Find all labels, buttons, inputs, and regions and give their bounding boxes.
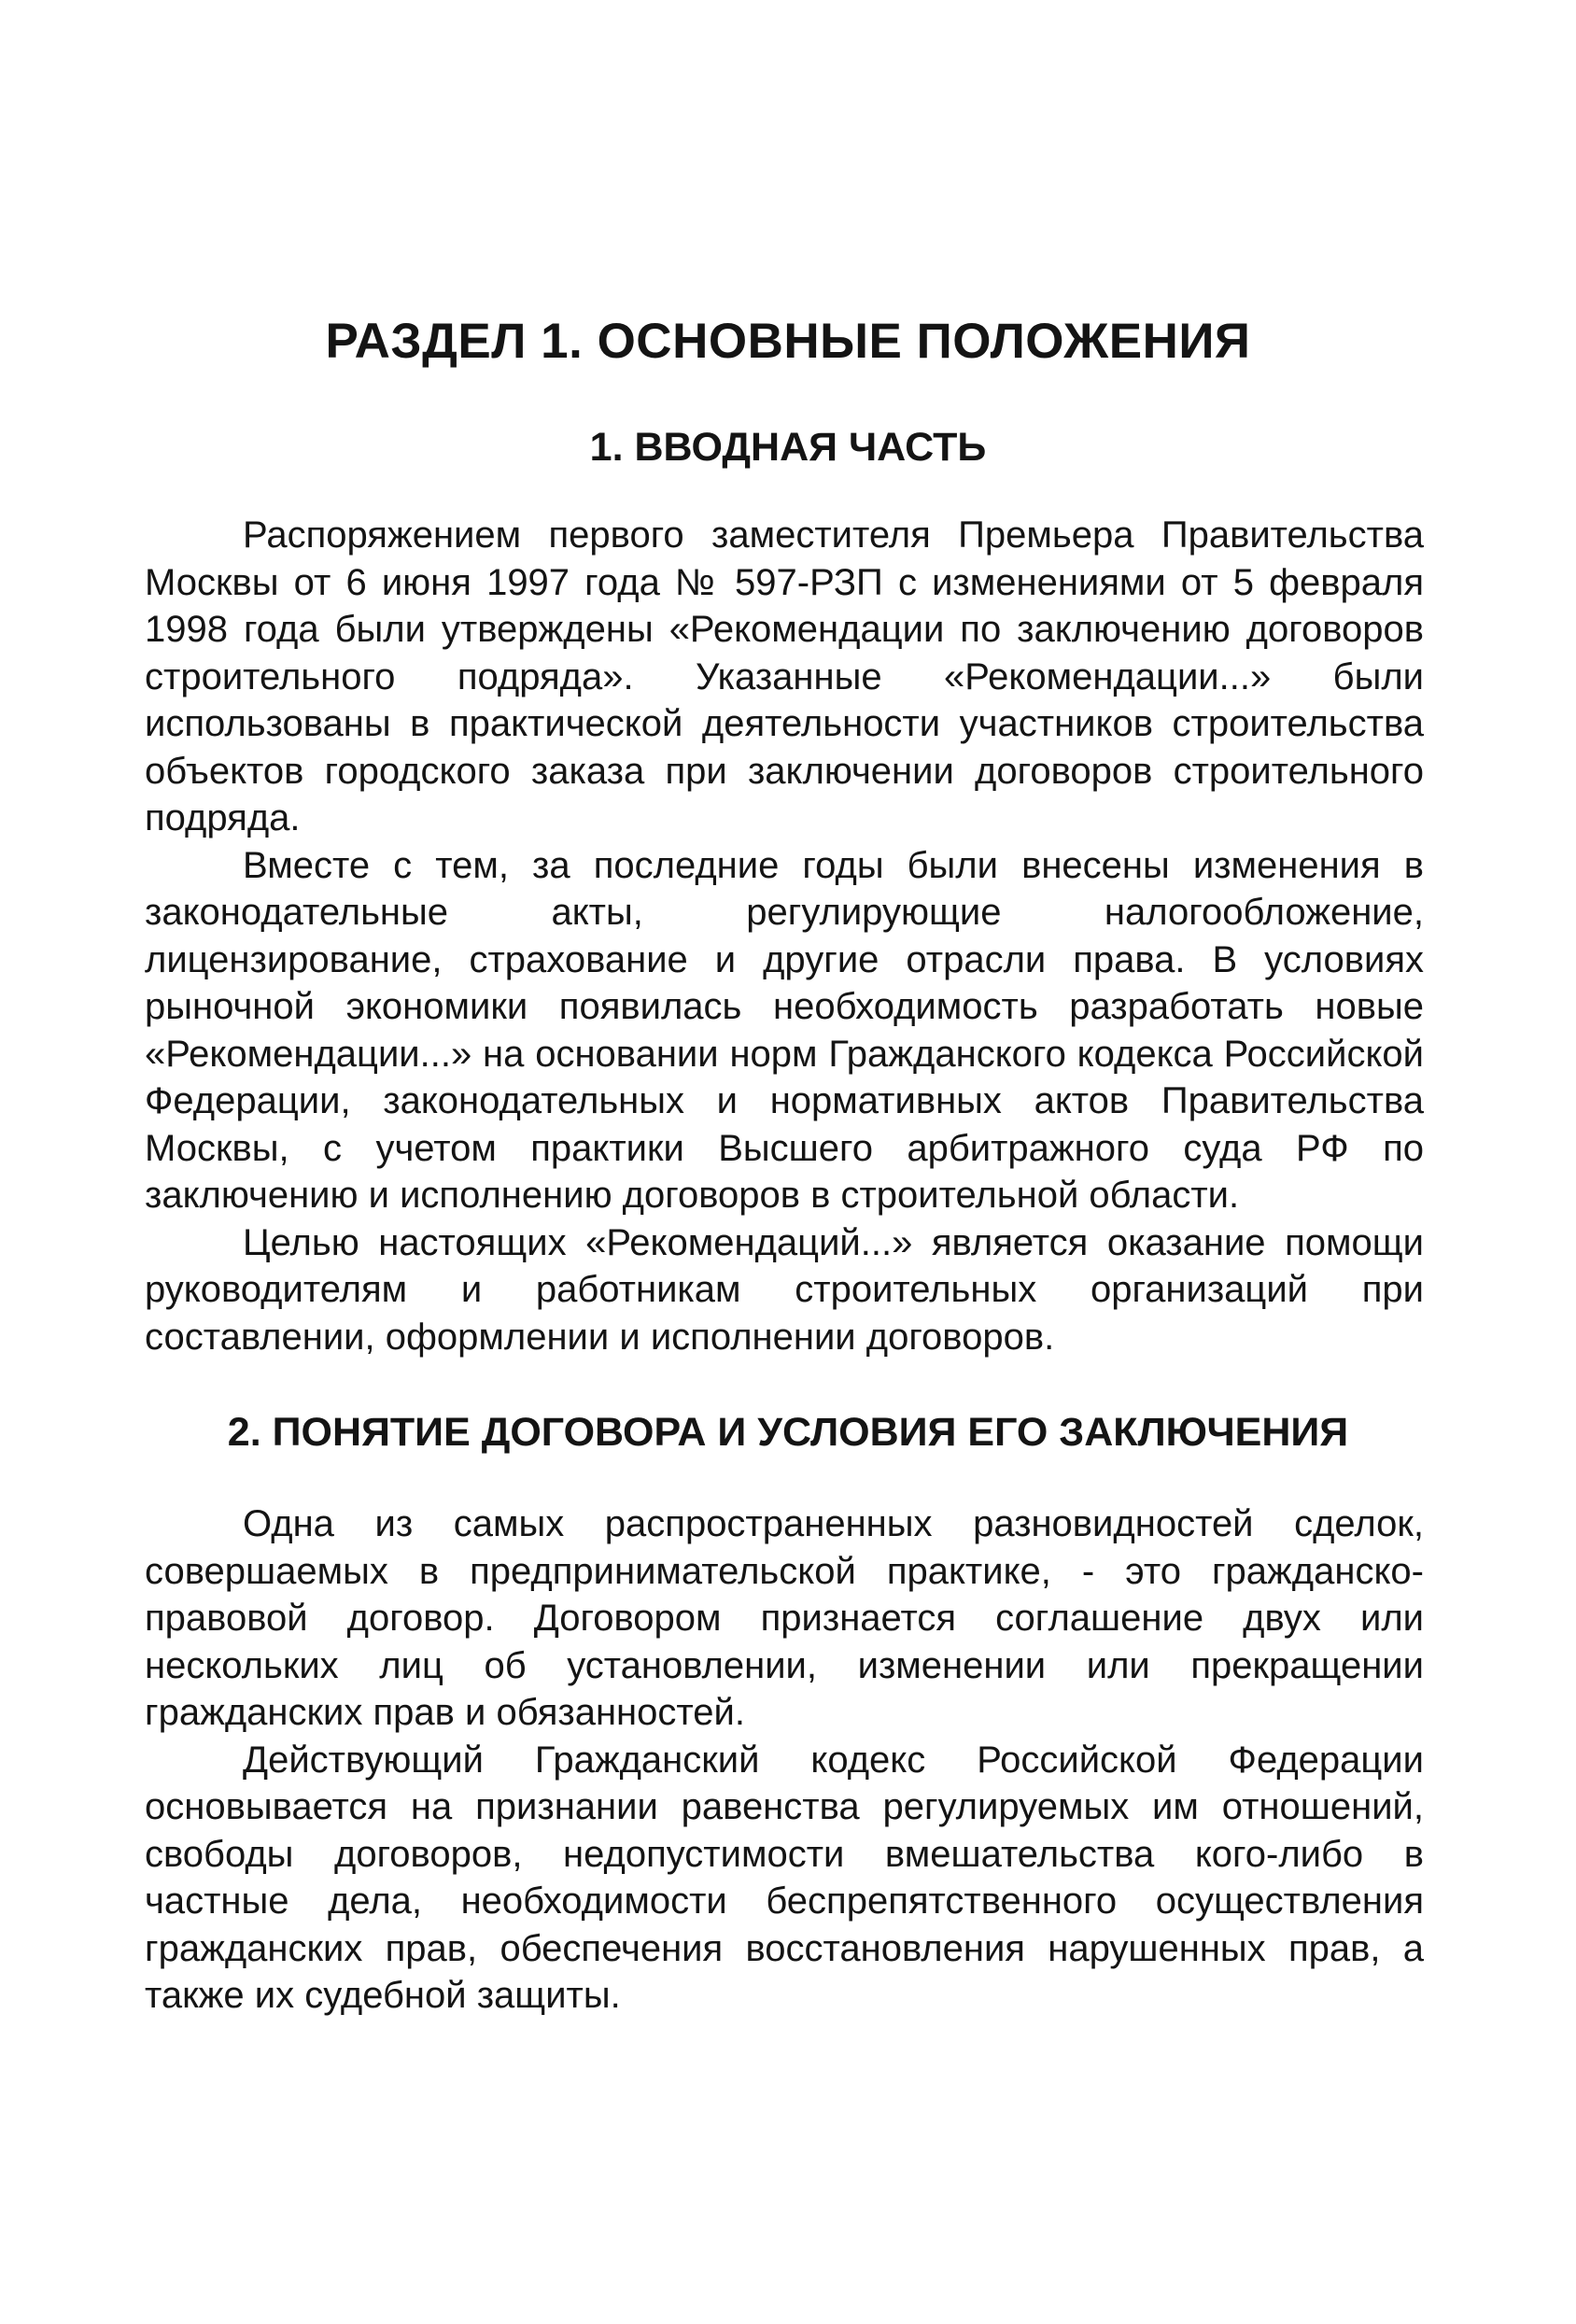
part1-heading: 1. ВВОДНАЯ ЧАСТЬ	[589, 425, 987, 470]
part1-paragraph: Распоряжением первого заместителя Премьера Правительства Москвы от 6 июня 1997 года № 597-РЗП с изменениями от 5 февраля 1998 года были утверждены «Рекомендации по заключению договоров строительного подряда». Указанные «Рекомендации...» были использованы в практической деятельности участников строительства объектов городского заказа при заключении договоров строительного подряда.	[145, 514, 1424, 838]
part2-paragraph: Одна из самых распространенных разновидностей сделок, совершаемых в предпринимательской практике, - это гражданско-правовой договор. Договором признается соглашение двух или нескольких лиц об установлении, изменении или прекращении гражданских прав и обязанностей.	[145, 1503, 1424, 1733]
part2-body	[145, 1500, 1424, 2020]
part1-paragraph: Вместе с тем, за последние годы были внесены изменения в законодательные акты, регулирующие налогообложение, лицензирование, страхование и другие отрасли права. В условиях рыночной экономики появилась необходимость разработать новые «Рекомендации...» на основании норм Гражданского кодекса Российской Федерации, законодательных и нормативных актов Правительства Москвы, с учетом практики Высшего арбитражного суда РФ по заключению и исполнению договоров в строительной области.	[145, 844, 1424, 1216]
part2-paragraph: Действующий Гражданский кодекс Российской Федерации основывается на признании равенства регулируемых им отношений, свободы договоров, недопустимости вмешательства кого-либо в частные дела, необходимости беспрепятственного осуществления гражданских прав, обеспечения восстановления нарушенных прав, а также их судебной защиты.	[145, 1739, 1424, 2016]
part2-heading: 2. ПОНЯТИЕ ДОГОВОРА И УСЛОВИЯ ЕГО ЗАКЛЮЧЕНИЯ	[227, 1410, 1349, 1455]
part1-paragraph: Целью настоящих «Рекомендаций...» является оказание помощи руководителям и работникам строительных организаций при составлении, оформлении и исполнении договоров.	[145, 1221, 1424, 1358]
part1-body	[145, 512, 1424, 1360]
section-title: РАЗДЕЛ 1. ОСНОВНЫЕ ПОЛОЖЕНИЯ	[325, 314, 1251, 369]
